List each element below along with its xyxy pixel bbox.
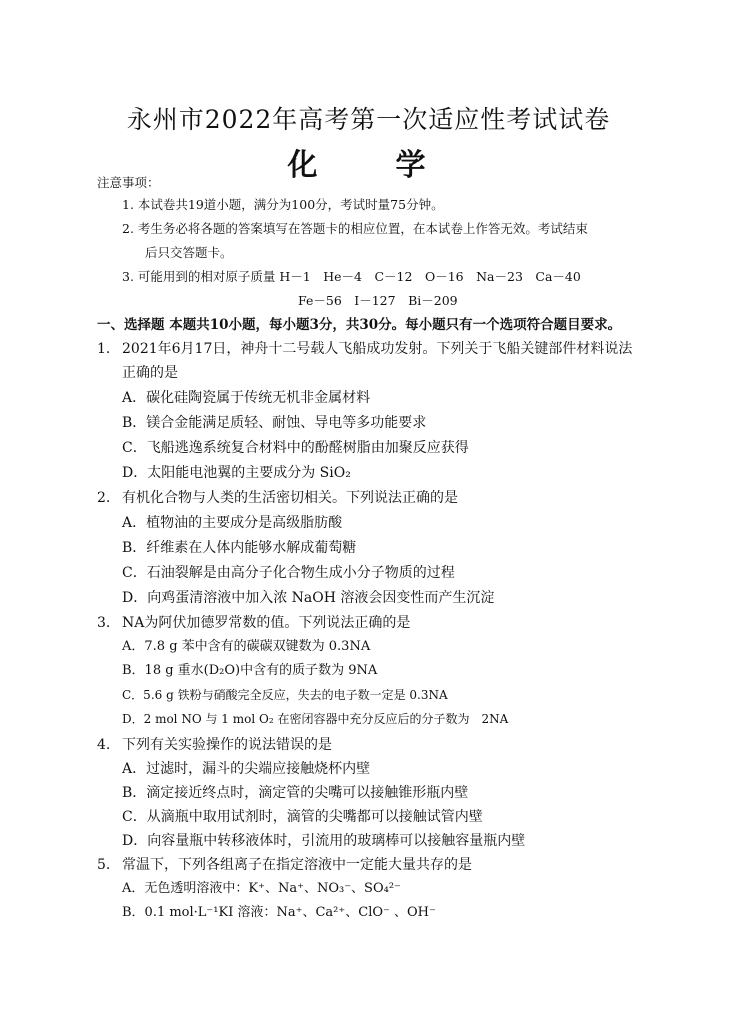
option-b: B．滴定接近终点时，滴定管的尖嘴可以接触锥形瓶内壁: [122, 785, 469, 801]
notes-heading: 注意事项：: [97, 175, 160, 190]
question-number: 4.: [97, 737, 111, 753]
option-b: B．镁合金能满足质轻、耐蚀、导电等多功能要求: [122, 415, 427, 431]
option-d: D．向容量瓶中转移液体时，引流用的玻璃棒可以接触容量瓶内壁: [122, 833, 526, 849]
option-b: B．纤维素在人体内能够水解成葡萄糖: [122, 540, 357, 556]
note-item: Fe－56 I－127 Bi－209: [298, 293, 458, 308]
question-stem: 有机化合物与人类的生活密切相关。下列说法正确的是: [122, 490, 458, 506]
question-stem: 常温下，下列各组离子在指定溶液中一定能大量共存的是: [122, 857, 472, 873]
question-number: 1.: [97, 341, 111, 357]
option-c: C．飞船逃逸系统复合材料中的酚醛树脂由加聚反应获得: [122, 440, 469, 456]
exam-title: 永州市2022年高考第一次适应性考试试卷: [126, 105, 611, 134]
note-item: 2. 考生务必将各题的答案填写在答题卡的相应位置，在本试卷上作答无效。考试结束: [122, 221, 588, 236]
question-stem: NA为阿伏加德罗常数的值。下列说法正确的是: [122, 615, 411, 631]
option-a: A．7.8 g 苯中含有的碳碳双键数为 0.3NA: [122, 639, 371, 654]
option-c: C．石油裂解是由高分子化合物生成小分子物质的过程: [122, 565, 455, 581]
option-d: D．向鸡蛋清溶液中加入浓 NaOH 溶液会因变性而产生沉淀: [122, 590, 495, 606]
option-d: D．2 mol NO 与 1 mol O₂ 在密闭容器中充分反应后的分子数为 2NA: [122, 712, 509, 726]
option-a: A．碳化硅陶瓷属于传统无机非金属材料: [122, 390, 371, 406]
option-c: C．从滴瓶中取用试剂时，滴管的尖嘴都可以接触试管内壁: [122, 809, 483, 825]
option-b: B．18 g 重水(D₂O)中含有的质子数为 9NA: [122, 663, 378, 678]
question-stem: 下列有关实验操作的说法错误的是: [122, 737, 332, 753]
option-d: D．太阳能电池翼的主要成分为 SiO₂: [122, 465, 351, 481]
question-stem: 2021年6月17日，神舟十二号载人飞船成功发射。下列关于飞船关键部件材料说法: [122, 341, 633, 357]
question-number: 5.: [97, 857, 111, 873]
option-b: B．0.1 mol·L⁻¹KI 溶液：Na⁺、Ca²⁺、ClO⁻ 、OH⁻: [122, 905, 436, 920]
question-number: 3.: [97, 615, 111, 631]
section-heading: 一、选择题 本题共10小题，每小题3分，共30分。每小题只有一个选项符合题目要求。: [97, 317, 622, 333]
question-stem: 正确的是: [122, 365, 178, 381]
note-item: 后只交答题卡。: [145, 245, 233, 260]
note-item: 3. 可能用到的相对原子质量 H－1 He－4 C－12 O－16 Na－23 Ca－40: [122, 269, 581, 284]
option-a: A．无色透明溶液中：K⁺、Na⁺、NO₃⁻、SO₄²⁻: [122, 881, 401, 896]
question-number: 2.: [97, 490, 111, 506]
option-c: C．5.6 g 铁粉与硝酸完全反应，失去的电子数一定是 0.3NA: [122, 688, 448, 702]
option-a: A．植物油的主要成分是高级脂肪酸: [122, 515, 343, 531]
exam-subject: 化 学: [287, 148, 450, 183]
note-item: 1. 本试卷共19道小题，满分为100分，考试时量75分钟。: [122, 197, 444, 212]
option-a: A．过滤时，漏斗的尖端应接触烧杯内壁: [122, 761, 371, 777]
